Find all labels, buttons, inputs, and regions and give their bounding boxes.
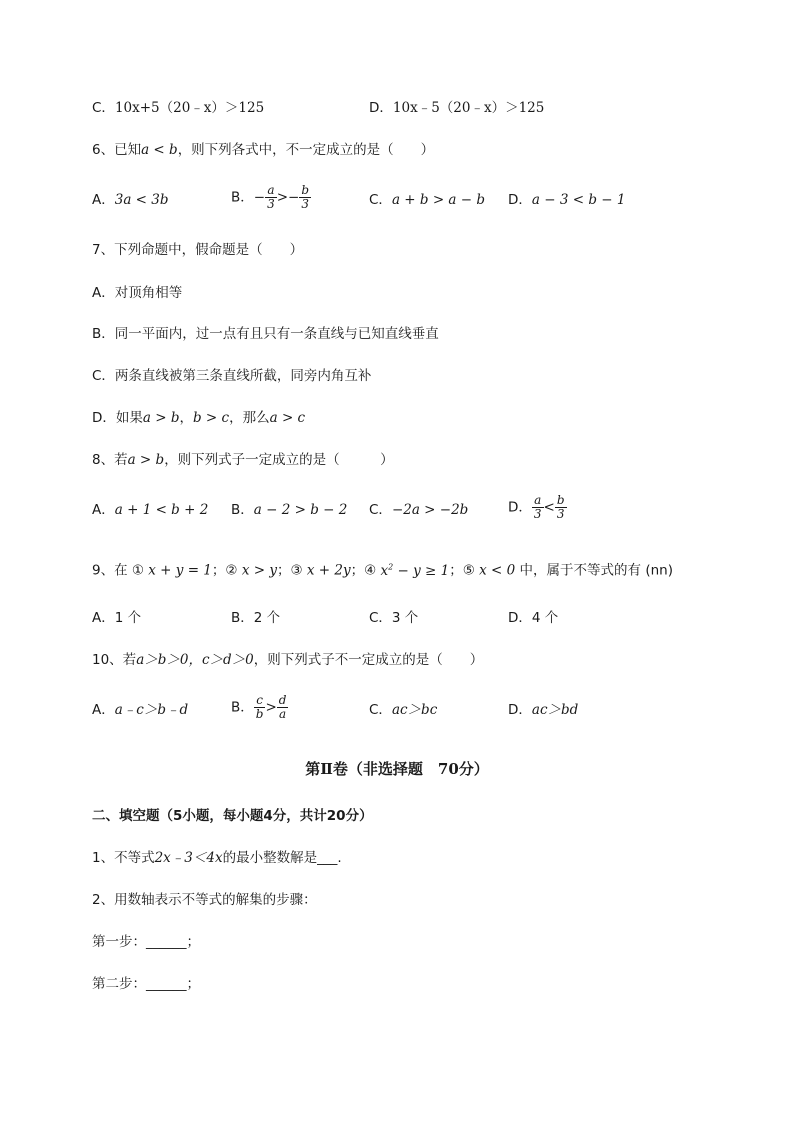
separator: ， bbox=[179, 410, 193, 426]
separator: ；③ bbox=[276, 562, 303, 579]
option-label: C． bbox=[92, 100, 115, 116]
denominator: b bbox=[255, 707, 264, 721]
stem-prefix: 9、在 ① bbox=[92, 562, 144, 579]
expression-4-rest: − y ≥ 1 bbox=[393, 562, 450, 579]
option-label: C． bbox=[369, 502, 392, 518]
option-label: B． bbox=[231, 699, 254, 716]
option-prefix: D．如果 bbox=[92, 410, 143, 426]
q6-stem bbox=[92, 140, 434, 160]
q9-option-b: B．2 个 bbox=[231, 610, 281, 626]
option-expression: a + b > a − b bbox=[391, 192, 486, 208]
q9-option-c: C．3 个 bbox=[369, 610, 419, 626]
operator: < bbox=[543, 499, 555, 516]
condition-2: b > c bbox=[193, 410, 230, 426]
separator: ；⑤ bbox=[449, 562, 475, 579]
separator: ；④ bbox=[350, 562, 377, 579]
connector: ，那么 bbox=[229, 410, 270, 426]
q8-stem bbox=[92, 450, 394, 470]
q6-option-d bbox=[508, 190, 625, 210]
q6-option-a bbox=[92, 190, 169, 210]
denominator: 3 bbox=[533, 507, 542, 521]
stem-condition: a＞b＞0，c＞d＞0 bbox=[136, 652, 254, 668]
q8-option-c bbox=[369, 500, 468, 520]
option-expression: 10x+5（20﹣x）＞125 bbox=[114, 100, 265, 116]
q10-option-c bbox=[369, 700, 437, 720]
option-label: D． bbox=[508, 702, 532, 718]
q10-option-a bbox=[92, 700, 188, 720]
minus-sign: − bbox=[253, 189, 266, 206]
expression-4-base: x bbox=[380, 562, 389, 579]
stem-prefix: 8、若 bbox=[92, 452, 128, 468]
operator: > bbox=[265, 699, 277, 716]
q9-option-a: A．1 个 bbox=[92, 610, 142, 626]
option-expression: ac＞bc bbox=[391, 702, 438, 718]
numerator: a bbox=[532, 494, 544, 508]
option-label: C． bbox=[369, 702, 392, 718]
inequality-expression: 2x﹣3＜4x bbox=[154, 850, 223, 866]
expression-4 bbox=[381, 563, 450, 579]
q7-option-b: B．同一平面内，过一点有且只有一条直线与已知直线垂直 bbox=[92, 326, 439, 342]
q8-option-b bbox=[231, 500, 347, 520]
stem-prefix: 6、已知 bbox=[92, 142, 142, 158]
option-label: D． bbox=[508, 499, 532, 516]
expression-4-exponent: 2 bbox=[388, 562, 394, 571]
fraction bbox=[299, 184, 311, 211]
condition-1: a > b bbox=[142, 410, 180, 426]
numerator: c bbox=[254, 694, 266, 708]
fill-question-2: 2、用数轴表示不等式的解集的步骤： bbox=[92, 892, 317, 908]
stem-suffix: ，则下列式子不一定成立的是（ ） bbox=[253, 652, 484, 668]
fraction bbox=[555, 494, 567, 521]
question-suffix: 的最小整数解是___. bbox=[222, 850, 342, 866]
q7-option-d bbox=[92, 408, 305, 428]
q9-option-d: D．4 个 bbox=[508, 610, 559, 626]
expression-5: x < 0 bbox=[479, 562, 516, 579]
q7-option-c: C．两条直线被第三条直线所截，同旁内角互补 bbox=[92, 368, 372, 384]
stem-suffix: ，则下列各式中，不一定成立的是（ ） bbox=[177, 142, 435, 158]
fraction bbox=[265, 184, 277, 211]
numerator: b bbox=[301, 183, 310, 197]
option-label: B． bbox=[231, 189, 254, 206]
option-label: B． bbox=[231, 502, 254, 518]
option-expression: −2a > −2b bbox=[391, 502, 469, 518]
option-expression: a − 3 < b − 1 bbox=[531, 192, 626, 208]
q8-option-a bbox=[92, 500, 208, 520]
operator: >− bbox=[276, 189, 300, 206]
conclusion: a > c bbox=[269, 410, 306, 426]
stem-prefix: 10、若 bbox=[92, 652, 137, 668]
denominator: a bbox=[279, 707, 287, 721]
numerator: b bbox=[556, 493, 565, 507]
question-prefix: 1、不等式 bbox=[92, 850, 155, 866]
q7-option-a: A．对顶角相等 bbox=[92, 285, 183, 301]
option-expression: a + 1 < b + 2 bbox=[114, 502, 209, 518]
q5-option-d bbox=[369, 98, 544, 118]
expression-3: x + 2y bbox=[306, 562, 351, 579]
q6-option-b bbox=[231, 184, 311, 211]
fraction bbox=[532, 494, 544, 521]
q8-option-d bbox=[508, 494, 567, 521]
q10-stem bbox=[92, 650, 483, 670]
numerator: d bbox=[278, 693, 287, 707]
option-label: A． bbox=[92, 192, 115, 208]
option-expression: ac＞bd bbox=[531, 702, 579, 718]
denominator: 3 bbox=[556, 507, 565, 521]
option-expression: 10x﹣5（20﹣x）＞125 bbox=[392, 100, 545, 116]
option-expression: a﹣c＞b﹣d bbox=[114, 702, 189, 718]
option-label: D． bbox=[369, 100, 393, 116]
fill-question-1 bbox=[92, 848, 342, 868]
denominator: 3 bbox=[301, 197, 309, 211]
stem-condition: a < b bbox=[141, 142, 178, 158]
numerator: a bbox=[265, 184, 277, 198]
option-label: A． bbox=[92, 702, 115, 718]
fill-step-2: 第二步：______； bbox=[92, 976, 200, 992]
fraction bbox=[254, 694, 266, 721]
fraction bbox=[277, 694, 289, 721]
q9-stem bbox=[92, 557, 673, 581]
stem-suffix: 中，属于不等式的有 (nn) bbox=[519, 562, 673, 579]
separator: ；② bbox=[211, 562, 238, 579]
section-heading: 二、填空题（5小题，每小题4分，共计20分） bbox=[92, 808, 373, 824]
q5-option-c bbox=[92, 98, 264, 118]
denominator: 3 bbox=[267, 197, 275, 211]
stem-condition: a > b bbox=[127, 452, 165, 468]
q10-option-d bbox=[508, 700, 578, 720]
fill-step-1: 第一步：______； bbox=[92, 934, 200, 950]
option-expression: a − 2 > b − 2 bbox=[253, 502, 348, 518]
option-label: D． bbox=[508, 192, 532, 208]
expression-1: x + y = 1 bbox=[148, 562, 212, 579]
section-title: 第Ⅱ卷（非选择题 70分） bbox=[305, 760, 489, 778]
q10-option-b bbox=[231, 694, 288, 721]
option-label: A． bbox=[92, 502, 115, 518]
q6-option-c bbox=[369, 190, 485, 210]
q7-stem: 7、下列命题中，假命题是（ ） bbox=[92, 242, 304, 258]
stem-suffix: ，则下列式子一定成立的是（ ） bbox=[164, 452, 394, 468]
expression-2: x > y bbox=[241, 562, 277, 579]
option-label: C． bbox=[369, 192, 392, 208]
option-expression: 3a < 3b bbox=[114, 192, 169, 208]
